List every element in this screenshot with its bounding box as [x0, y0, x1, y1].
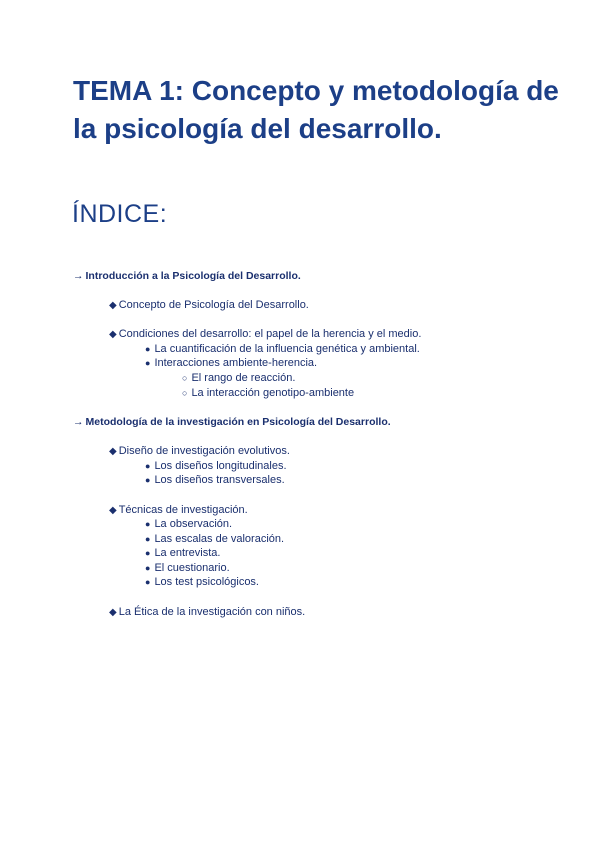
toc-item-label: Los diseños longitudinales.	[154, 460, 287, 472]
toc-subitem	[145, 342, 420, 356]
toc-item	[109, 444, 290, 459]
toc-subsubitem	[182, 371, 295, 385]
bullet-icon: ●	[145, 461, 151, 471]
toc-item-label: Metodología de la investigación en Psicología del Desarrollo.	[85, 416, 391, 428]
toc-item	[109, 503, 248, 518]
diamond-icon: ◆	[109, 446, 117, 457]
toc-subitem	[145, 532, 284, 546]
toc-item	[109, 327, 421, 342]
toc-subitem	[145, 459, 287, 473]
toc-item-label: El rango de reacción.	[191, 372, 296, 384]
toc-item-label: La observación.	[154, 518, 233, 530]
circle-icon: ○	[182, 373, 188, 383]
page-title: TEMA 1: Concepto y metodología de la psicología del desarrollo.	[73, 75, 559, 144]
toc-subitem	[145, 356, 317, 370]
toc-item-label: El cuestionario.	[154, 562, 230, 574]
toc-subitem	[145, 546, 220, 560]
toc-item	[109, 298, 309, 313]
arrow-icon: →	[73, 270, 84, 282]
toc-item-label: Interacciones ambiente-herencia.	[154, 357, 318, 369]
bullet-icon: ●	[145, 475, 151, 485]
toc-item-label: La Ética de la investigación con niños.	[118, 606, 306, 618]
toc-item-label: La interacción genotipo-ambiente	[191, 387, 355, 399]
toc-item-label: La cuantificación de la influencia genética y ambiental.	[154, 343, 420, 355]
bullet-icon: ●	[145, 548, 151, 558]
bullet-icon: ●	[145, 344, 151, 354]
arrow-icon: →	[73, 416, 84, 428]
toc-item-label: La entrevista.	[154, 547, 221, 559]
toc-item-label: Técnicas de investigación.	[118, 504, 248, 516]
toc-item-label: Condiciones del desarrollo: el papel de la herencia y el medio.	[118, 328, 422, 340]
toc-subitem	[145, 473, 285, 487]
diamond-icon: ◆	[109, 300, 117, 311]
toc-subsubitem	[182, 386, 354, 400]
bullet-icon: ●	[145, 577, 151, 587]
toc-item-label: Los test psicológicos.	[154, 576, 259, 588]
bullet-icon: ●	[145, 534, 151, 544]
bullet-icon: ●	[145, 358, 151, 368]
bullet-icon: ●	[145, 519, 151, 529]
toc-item-label: Introducción a la Psicología del Desarrollo.	[85, 270, 301, 282]
diamond-icon: ◆	[109, 505, 117, 516]
circle-icon: ○	[182, 388, 188, 398]
diamond-icon: ◆	[109, 329, 117, 340]
index-heading: ÍNDICE:	[72, 200, 168, 228]
toc-item-label: Las escalas de valoración.	[154, 533, 285, 545]
bullet-icon: ●	[145, 563, 151, 573]
toc-subitem	[145, 575, 259, 589]
toc-subitem	[145, 561, 230, 575]
toc-item-label: Diseño de investigación evolutivos.	[118, 445, 290, 457]
toc-section-methodology	[73, 415, 391, 429]
toc-item-label: Concepto de Psicología del Desarrollo.	[118, 299, 309, 311]
toc-item-label: Los diseños transversales.	[154, 474, 285, 486]
toc-subitem	[145, 517, 232, 531]
toc-item	[109, 605, 305, 620]
diamond-icon: ◆	[109, 607, 117, 618]
toc-section-intro	[73, 269, 301, 283]
